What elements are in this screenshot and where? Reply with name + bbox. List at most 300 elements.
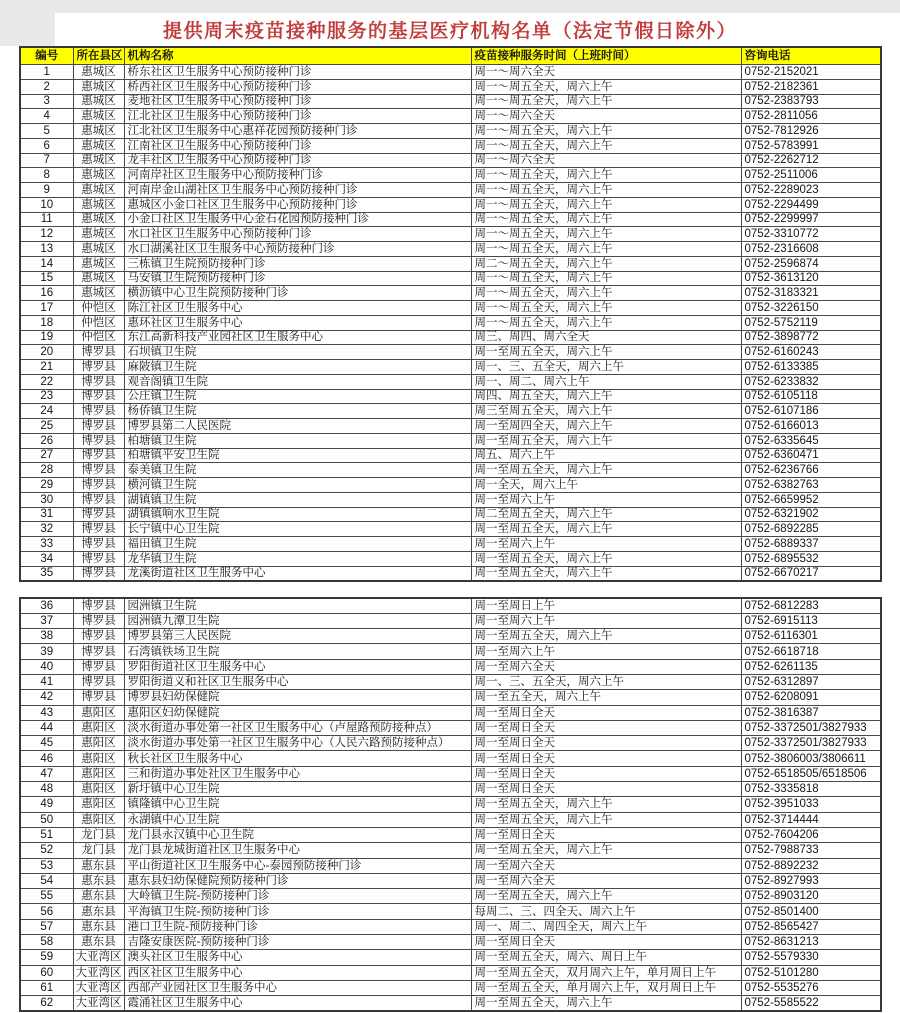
district-cell: 博罗县 bbox=[73, 566, 124, 581]
service-time-cell: 周一～周五全天，周六上午 bbox=[471, 79, 741, 94]
district-cell: 惠城区 bbox=[73, 168, 124, 183]
phone-cell: 0752-6261135 bbox=[741, 659, 881, 674]
row-number-cell: 46 bbox=[20, 751, 73, 766]
district-cell: 大亚湾区 bbox=[73, 965, 124, 980]
phone-cell: 0752-5752119 bbox=[741, 315, 881, 330]
service-time-cell: 周一至周五全天，单月周六上午，双月周日上午 bbox=[471, 980, 741, 995]
table-row bbox=[20, 659, 881, 674]
district-cell: 惠城区 bbox=[73, 124, 124, 139]
institution-name-cell: 惠东县妇幼保健院预防接种门诊 bbox=[124, 873, 471, 888]
row-number-cell: 23 bbox=[20, 389, 73, 404]
district-cell: 博罗县 bbox=[73, 613, 124, 628]
phone-cell: 0752-6889337 bbox=[741, 537, 881, 552]
institution-name-cell: 横河镇卫生院 bbox=[124, 478, 471, 493]
institution-name-cell: 麻陂镇卫生院 bbox=[124, 360, 471, 375]
service-time-cell: 周一至周五全天，周六上午 bbox=[471, 433, 741, 448]
table-row bbox=[20, 301, 881, 316]
phone-cell: 0752-6312897 bbox=[741, 674, 881, 689]
district-cell: 博罗县 bbox=[73, 507, 124, 522]
service-time-cell: 周一～周五全天，周六上午 bbox=[471, 242, 741, 257]
phone-cell: 0752-7988733 bbox=[741, 843, 881, 858]
service-time-cell: 周一至周五全天，周六上午 bbox=[471, 843, 741, 858]
institution-name-cell: 大岭镇卫生院-预防接种门诊 bbox=[124, 889, 471, 904]
service-time-cell: 周一至周五全天，周六上午 bbox=[471, 522, 741, 537]
table-row bbox=[20, 227, 881, 242]
phone-cell: 0752-6360471 bbox=[741, 448, 881, 463]
institution-name-cell: 龙门县永汉镇中心卫生院 bbox=[124, 827, 471, 842]
institution-name-cell: 镇隆镇中心卫生院 bbox=[124, 797, 471, 812]
phone-cell: 0752-6382763 bbox=[741, 478, 881, 493]
col-header-service-time: 疫苗接种服务时间（上班时间） bbox=[471, 47, 741, 65]
district-cell: 惠东县 bbox=[73, 889, 124, 904]
phone-cell: 0752-3806003/3806611 bbox=[741, 751, 881, 766]
phone-cell: 0752-2294499 bbox=[741, 197, 881, 212]
table-row bbox=[20, 79, 881, 94]
phone-cell: 0752-8892232 bbox=[741, 858, 881, 873]
district-cell: 大亚湾区 bbox=[73, 996, 124, 1011]
institution-name-cell: 西部产业园社区卫生服务中心 bbox=[124, 980, 471, 995]
institution-name-cell: 河南岸社区卫生服务中心预防接种门诊 bbox=[124, 168, 471, 183]
institution-name-cell: 桥西社区卫生服务中心预防接种门诊 bbox=[124, 79, 471, 94]
row-number-cell: 55 bbox=[20, 889, 73, 904]
district-cell: 博罗县 bbox=[73, 492, 124, 507]
institution-name-cell: 长宁镇中心卫生院 bbox=[124, 522, 471, 537]
district-cell: 惠城区 bbox=[73, 286, 124, 301]
row-number-cell: 18 bbox=[20, 315, 73, 330]
service-time-cell: 周一至周六上午 bbox=[471, 492, 741, 507]
service-time-cell: 每周二、三、四全天、周六上午 bbox=[471, 904, 741, 919]
top-margin-strip bbox=[0, 0, 900, 13]
row-number-cell: 20 bbox=[20, 345, 73, 360]
row-number-cell: 14 bbox=[20, 256, 73, 271]
institution-name-cell: 杨侨镇卫生院 bbox=[124, 404, 471, 419]
row-number-cell: 11 bbox=[20, 212, 73, 227]
row-number-cell: 49 bbox=[20, 797, 73, 812]
phone-cell: 0752-5579330 bbox=[741, 950, 881, 965]
service-time-cell: 周五、周六上午 bbox=[471, 448, 741, 463]
district-cell: 惠阳区 bbox=[73, 782, 124, 797]
table-row bbox=[20, 644, 881, 659]
phone-cell: 0752-5783991 bbox=[741, 138, 881, 153]
table-row bbox=[20, 433, 881, 448]
service-time-cell: 周一～周五全天，周六上午 bbox=[471, 212, 741, 227]
service-time-cell: 周一、三、五全天，周六上午 bbox=[471, 674, 741, 689]
row-number-cell: 39 bbox=[20, 644, 73, 659]
institution-name-cell: 横沥镇中心卫生院预防接种门诊 bbox=[124, 286, 471, 301]
district-cell: 惠城区 bbox=[73, 197, 124, 212]
table-row bbox=[20, 904, 881, 919]
phone-cell: 0752-5101280 bbox=[741, 965, 881, 980]
institution-name-cell: 永湖镇中心卫生院 bbox=[124, 812, 471, 827]
phone-cell: 0752-6105118 bbox=[741, 389, 881, 404]
table-row bbox=[20, 330, 881, 345]
service-time-cell: 周一～周六全天 bbox=[471, 153, 741, 168]
table-row bbox=[20, 197, 881, 212]
row-number-cell: 61 bbox=[20, 980, 73, 995]
institution-name-cell: 石坝镇卫生院 bbox=[124, 345, 471, 360]
district-cell: 惠城区 bbox=[73, 65, 124, 80]
vaccine-clinic-table-part1 bbox=[19, 46, 882, 582]
service-time-cell: 周一至周日全天 bbox=[471, 766, 741, 781]
district-cell: 仲恺区 bbox=[73, 330, 124, 345]
page-title: 提供周末疫苗接种服务的基层医疗机构名单（法定节假日除外） bbox=[162, 21, 737, 42]
institution-name-cell: 西区社区卫生服务中心 bbox=[124, 965, 471, 980]
institution-name-cell: 淡水街道办事处第一社区卫生服务中心（人民六路预防接种点） bbox=[124, 736, 471, 751]
service-time-cell: 周一至周五全天，周六上午 bbox=[471, 797, 741, 812]
institution-name-cell: 港口卫生院-预防接种门诊 bbox=[124, 919, 471, 934]
row-number-cell: 3 bbox=[20, 94, 73, 109]
row-number-cell: 26 bbox=[20, 433, 73, 448]
service-time-cell: 周一至周五全天，周六上午 bbox=[471, 566, 741, 581]
phone-cell: 0752-6236766 bbox=[741, 463, 881, 478]
service-time-cell: 周一至周日全天 bbox=[471, 751, 741, 766]
district-cell: 惠城区 bbox=[73, 256, 124, 271]
district-cell: 惠东县 bbox=[73, 935, 124, 950]
institution-name-cell: 平山街道社区卫生服务中心-泰园预防接种门诊 bbox=[124, 858, 471, 873]
service-time-cell: 周一～周五全天，周六上午 bbox=[471, 227, 741, 242]
service-time-cell: 周一至周日全天 bbox=[471, 935, 741, 950]
district-cell: 惠阳区 bbox=[73, 720, 124, 735]
district-cell: 惠阳区 bbox=[73, 705, 124, 720]
institution-name-cell: 霞涌社区卫生服务中心 bbox=[124, 996, 471, 1011]
row-number-cell: 28 bbox=[20, 463, 73, 478]
institution-name-cell: 湖镇镇响水卫生院 bbox=[124, 507, 471, 522]
table-row bbox=[20, 827, 881, 842]
phone-cell: 0752-2316608 bbox=[741, 242, 881, 257]
row-number-cell: 58 bbox=[20, 935, 73, 950]
service-time-cell: 周一至周日全天 bbox=[471, 705, 741, 720]
district-cell: 博罗县 bbox=[73, 463, 124, 478]
table-row bbox=[20, 551, 881, 566]
table-row bbox=[20, 566, 881, 581]
phone-cell: 0752-2511006 bbox=[741, 168, 881, 183]
district-cell: 惠阳区 bbox=[73, 797, 124, 812]
district-cell: 惠城区 bbox=[73, 227, 124, 242]
phone-cell: 0752-6233832 bbox=[741, 374, 881, 389]
row-number-cell: 33 bbox=[20, 537, 73, 552]
phone-cell: 0752-6895532 bbox=[741, 551, 881, 566]
phone-cell: 0752-8565427 bbox=[741, 919, 881, 934]
district-cell: 惠城区 bbox=[73, 94, 124, 109]
row-number-cell: 16 bbox=[20, 286, 73, 301]
institution-name-cell: 河南岸金山湖社区卫生服务中心预防接种门诊 bbox=[124, 183, 471, 198]
institution-name-cell: 三和街道办事处社区卫生服务中心 bbox=[124, 766, 471, 781]
phone-cell: 0752-6208091 bbox=[741, 690, 881, 705]
table-row bbox=[20, 374, 881, 389]
institution-name-cell: 福田镇卫生院 bbox=[124, 537, 471, 552]
district-cell: 惠阳区 bbox=[73, 766, 124, 781]
row-number-cell: 50 bbox=[20, 812, 73, 827]
row-number-cell: 56 bbox=[20, 904, 73, 919]
table-row bbox=[20, 950, 881, 965]
service-time-cell: 周一至周五全天，周六上午 bbox=[471, 345, 741, 360]
service-time-cell: 周一至周日全天 bbox=[471, 736, 741, 751]
district-cell: 龙门县 bbox=[73, 843, 124, 858]
district-cell: 惠东县 bbox=[73, 904, 124, 919]
institution-name-cell: 水口社区卫生服务中心预防接种门诊 bbox=[124, 227, 471, 242]
table-row bbox=[20, 537, 881, 552]
institution-name-cell: 龙溪街道社区卫生服务中心 bbox=[124, 566, 471, 581]
district-cell: 惠东县 bbox=[73, 858, 124, 873]
phone-cell: 0752-7604206 bbox=[741, 827, 881, 842]
service-time-cell: 周一～周六全天 bbox=[471, 109, 741, 124]
service-time-cell: 周一至周五全天，周六、周日上午 bbox=[471, 950, 741, 965]
row-number-cell: 45 bbox=[20, 736, 73, 751]
district-cell: 博罗县 bbox=[73, 478, 124, 493]
row-number-cell: 54 bbox=[20, 873, 73, 888]
institution-name-cell: 龙门县龙城街道社区卫生服务中心 bbox=[124, 843, 471, 858]
table-row bbox=[20, 345, 881, 360]
title-band bbox=[0, 13, 900, 46]
district-cell: 博罗县 bbox=[73, 374, 124, 389]
row-number-cell: 5 bbox=[20, 124, 73, 139]
row-number-cell: 17 bbox=[20, 301, 73, 316]
row-number-cell: 43 bbox=[20, 705, 73, 720]
service-time-cell: 周三至周五全天，周六上午 bbox=[471, 404, 741, 419]
district-cell: 惠城区 bbox=[73, 138, 124, 153]
district-cell: 博罗县 bbox=[73, 419, 124, 434]
col-header-phone: 咨询电话 bbox=[741, 47, 881, 65]
institution-name-cell: 新圩镇中心卫生院 bbox=[124, 782, 471, 797]
row-number-cell: 30 bbox=[20, 492, 73, 507]
institution-name-cell: 博罗县妇幼保健院 bbox=[124, 690, 471, 705]
table-row bbox=[20, 286, 881, 301]
district-cell: 惠城区 bbox=[73, 242, 124, 257]
table-row bbox=[20, 183, 881, 198]
district-cell: 惠阳区 bbox=[73, 736, 124, 751]
phone-cell: 0752-2383793 bbox=[741, 94, 881, 109]
district-cell: 惠城区 bbox=[73, 212, 124, 227]
row-number-cell: 32 bbox=[20, 522, 73, 537]
institution-name-cell: 马安镇卫生院预防接种门诊 bbox=[124, 271, 471, 286]
district-cell: 博罗县 bbox=[73, 345, 124, 360]
institution-name-cell: 园洲镇卫生院 bbox=[124, 598, 471, 613]
institution-name-cell: 博罗县第三人民医院 bbox=[124, 629, 471, 644]
district-cell: 仲恺区 bbox=[73, 301, 124, 316]
row-number-cell: 29 bbox=[20, 478, 73, 493]
table-row bbox=[20, 478, 881, 493]
service-time-cell: 周一～周五全天，周六上午 bbox=[471, 94, 741, 109]
table-row bbox=[20, 168, 881, 183]
institution-name-cell: 柏塘镇平安卫生院 bbox=[124, 448, 471, 463]
row-number-cell: 21 bbox=[20, 360, 73, 375]
table-row bbox=[20, 598, 881, 613]
institution-name-cell: 桥东社区卫生服务中心预防接种门诊 bbox=[124, 65, 471, 80]
district-cell: 博罗县 bbox=[73, 598, 124, 613]
row-number-cell: 44 bbox=[20, 720, 73, 735]
table-row bbox=[20, 507, 881, 522]
row-number-cell: 47 bbox=[20, 766, 73, 781]
service-time-cell: 周一～周五全天，周六上午 bbox=[471, 315, 741, 330]
district-cell: 大亚湾区 bbox=[73, 980, 124, 995]
row-number-cell: 48 bbox=[20, 782, 73, 797]
service-time-cell: 周一全天，周六上午 bbox=[471, 478, 741, 493]
service-time-cell: 周一至周六全天 bbox=[471, 873, 741, 888]
phone-cell: 0752-5585522 bbox=[741, 996, 881, 1011]
row-number-cell: 6 bbox=[20, 138, 73, 153]
phone-cell: 0752-6160243 bbox=[741, 345, 881, 360]
institution-name-cell: 江北社区卫生服务中心预防接种门诊 bbox=[124, 109, 471, 124]
service-time-cell: 周一～周五全天，周六上午 bbox=[471, 183, 741, 198]
phone-cell: 0752-6107186 bbox=[741, 404, 881, 419]
phone-cell: 0752-2152021 bbox=[741, 65, 881, 80]
service-time-cell: 周一至周六全天 bbox=[471, 858, 741, 873]
service-time-cell: 周一至周六全天 bbox=[471, 659, 741, 674]
institution-name-cell: 观音阁镇卫生院 bbox=[124, 374, 471, 389]
table-row bbox=[20, 419, 881, 434]
service-time-cell: 周一至周日全天 bbox=[471, 782, 741, 797]
table-row bbox=[20, 256, 881, 271]
phone-cell: 0752-8927993 bbox=[741, 873, 881, 888]
district-cell: 博罗县 bbox=[73, 404, 124, 419]
row-number-cell: 27 bbox=[20, 448, 73, 463]
district-cell: 仲恺区 bbox=[73, 315, 124, 330]
service-time-cell: 周一～周五全天，周六上午 bbox=[471, 138, 741, 153]
table-row bbox=[20, 522, 881, 537]
service-time-cell: 周一至周六上午 bbox=[471, 537, 741, 552]
table-row bbox=[20, 873, 881, 888]
institution-name-cell: 石湾镇铁场卫生院 bbox=[124, 644, 471, 659]
phone-cell: 0752-3372501/3827933 bbox=[741, 736, 881, 751]
table-row bbox=[20, 782, 881, 797]
institution-name-cell: 惠阳区妇幼保健院 bbox=[124, 705, 471, 720]
phone-cell: 0752-3951033 bbox=[741, 797, 881, 812]
phone-cell: 0752-6335645 bbox=[741, 433, 881, 448]
institution-name-cell: 三栋镇卫生院预防接种门诊 bbox=[124, 256, 471, 271]
district-cell: 博罗县 bbox=[73, 360, 124, 375]
phone-cell: 0752-3226150 bbox=[741, 301, 881, 316]
table-row bbox=[20, 812, 881, 827]
phone-cell: 0752-6321902 bbox=[741, 507, 881, 522]
table-row bbox=[20, 109, 881, 124]
service-time-cell: 周一至周五全天，周六上午 bbox=[471, 463, 741, 478]
phone-cell: 0752-2182361 bbox=[741, 79, 881, 94]
institution-name-cell: 罗阳街道义和社区卫生服务中心 bbox=[124, 674, 471, 689]
phone-cell: 0752-6116301 bbox=[741, 629, 881, 644]
institution-name-cell: 龙丰社区卫生服务中心预防接种门诊 bbox=[124, 153, 471, 168]
phone-cell: 0752-2289023 bbox=[741, 183, 881, 198]
institution-name-cell: 湖镇镇卫生院 bbox=[124, 492, 471, 507]
row-number-cell: 59 bbox=[20, 950, 73, 965]
row-number-cell: 7 bbox=[20, 153, 73, 168]
table-row bbox=[20, 674, 881, 689]
service-time-cell: 周四、周五全天，周六上午 bbox=[471, 389, 741, 404]
row-number-cell: 13 bbox=[20, 242, 73, 257]
service-time-cell: 周一～周六全天 bbox=[471, 65, 741, 80]
district-cell: 博罗县 bbox=[73, 629, 124, 644]
row-number-cell: 22 bbox=[20, 374, 73, 389]
header-row bbox=[20, 47, 881, 65]
table-row bbox=[20, 736, 881, 751]
institution-name-cell: 平海镇卫生院-预防接种门诊 bbox=[124, 904, 471, 919]
row-number-cell: 12 bbox=[20, 227, 73, 242]
table-row bbox=[20, 996, 881, 1011]
service-time-cell: 周三、周四、周六全天 bbox=[471, 330, 741, 345]
phone-cell: 0752-6518505/6518506 bbox=[741, 766, 881, 781]
service-time-cell: 周一至周日上午 bbox=[471, 598, 741, 613]
service-time-cell: 周一、周二、周六上午 bbox=[471, 374, 741, 389]
table-row bbox=[20, 404, 881, 419]
table-row bbox=[20, 690, 881, 705]
table-row bbox=[20, 94, 881, 109]
row-number-cell: 37 bbox=[20, 613, 73, 628]
institution-name-cell: 惠城区小金口社区卫生服务中心预防接种门诊 bbox=[124, 197, 471, 212]
table-row bbox=[20, 751, 881, 766]
institution-name-cell: 吉隆安康医院-预防接种门诊 bbox=[124, 935, 471, 950]
service-time-cell: 周一～周五全天，周六上午 bbox=[471, 124, 741, 139]
institution-name-cell: 秋长社区卫生服务中心 bbox=[124, 751, 471, 766]
district-cell: 博罗县 bbox=[73, 659, 124, 674]
district-cell: 惠阳区 bbox=[73, 812, 124, 827]
institution-name-cell: 澳头社区卫生服务中心 bbox=[124, 950, 471, 965]
table-row bbox=[20, 448, 881, 463]
district-cell: 博罗县 bbox=[73, 433, 124, 448]
table-row bbox=[20, 153, 881, 168]
district-cell: 大亚湾区 bbox=[73, 950, 124, 965]
table-row bbox=[20, 919, 881, 934]
row-number-cell: 40 bbox=[20, 659, 73, 674]
institution-name-cell: 博罗县第二人民医院 bbox=[124, 419, 471, 434]
institution-name-cell: 龙华镇卫生院 bbox=[124, 551, 471, 566]
service-time-cell: 周一至周日全天 bbox=[471, 720, 741, 735]
table-row bbox=[20, 492, 881, 507]
row-number-cell: 34 bbox=[20, 551, 73, 566]
district-cell: 惠东县 bbox=[73, 919, 124, 934]
district-cell: 惠城区 bbox=[73, 183, 124, 198]
service-time-cell: 周一至周五全天，周六上午 bbox=[471, 629, 741, 644]
table-row bbox=[20, 613, 881, 628]
table-row bbox=[20, 124, 881, 139]
institution-name-cell: 江南社区卫生服务中心预防接种门诊 bbox=[124, 138, 471, 153]
institution-name-cell: 泰美镇卫生院 bbox=[124, 463, 471, 478]
row-number-cell: 19 bbox=[20, 330, 73, 345]
phone-cell: 0752-6670217 bbox=[741, 566, 881, 581]
phone-cell: 0752-3714444 bbox=[741, 812, 881, 827]
table-row bbox=[20, 463, 881, 478]
table-row bbox=[20, 858, 881, 873]
phone-cell: 0752-3183321 bbox=[741, 286, 881, 301]
phone-cell: 0752-6892285 bbox=[741, 522, 881, 537]
row-number-cell: 4 bbox=[20, 109, 73, 124]
service-time-cell: 周一、三、五全天，周六上午 bbox=[471, 360, 741, 375]
service-time-cell: 周一～周五全天，周六上午 bbox=[471, 168, 741, 183]
phone-cell: 0752-6618718 bbox=[741, 644, 881, 659]
row-number-cell: 53 bbox=[20, 858, 73, 873]
phone-cell: 0752-8631213 bbox=[741, 935, 881, 950]
service-time-cell: 周一～周五全天，周六上午 bbox=[471, 301, 741, 316]
institution-name-cell: 水口湖溪社区卫生服务中心预防接种门诊 bbox=[124, 242, 471, 257]
service-time-cell: 周一至周六上午 bbox=[471, 613, 741, 628]
row-number-cell: 24 bbox=[20, 404, 73, 419]
title-left-margin bbox=[0, 13, 55, 46]
phone-cell: 0752-7812926 bbox=[741, 124, 881, 139]
phone-cell: 0752-3898772 bbox=[741, 330, 881, 345]
district-cell: 博罗县 bbox=[73, 674, 124, 689]
phone-cell: 0752-5535276 bbox=[741, 980, 881, 995]
phone-cell: 0752-6915113 bbox=[741, 613, 881, 628]
institution-name-cell: 小金口社区卫生服务中心金石花园预防接种门诊 bbox=[124, 212, 471, 227]
table-row bbox=[20, 797, 881, 812]
service-time-cell: 周一～周五全天，周六上午 bbox=[471, 197, 741, 212]
service-time-cell: 周一至周五全天，周六上午 bbox=[471, 551, 741, 566]
service-time-cell: 周一至周日全天 bbox=[471, 827, 741, 842]
table-row bbox=[20, 242, 881, 257]
row-number-cell: 25 bbox=[20, 419, 73, 434]
service-time-cell: 周一至周五全天，周六上午 bbox=[471, 889, 741, 904]
table-row bbox=[20, 705, 881, 720]
row-number-cell: 1 bbox=[20, 65, 73, 80]
table-row bbox=[20, 629, 881, 644]
